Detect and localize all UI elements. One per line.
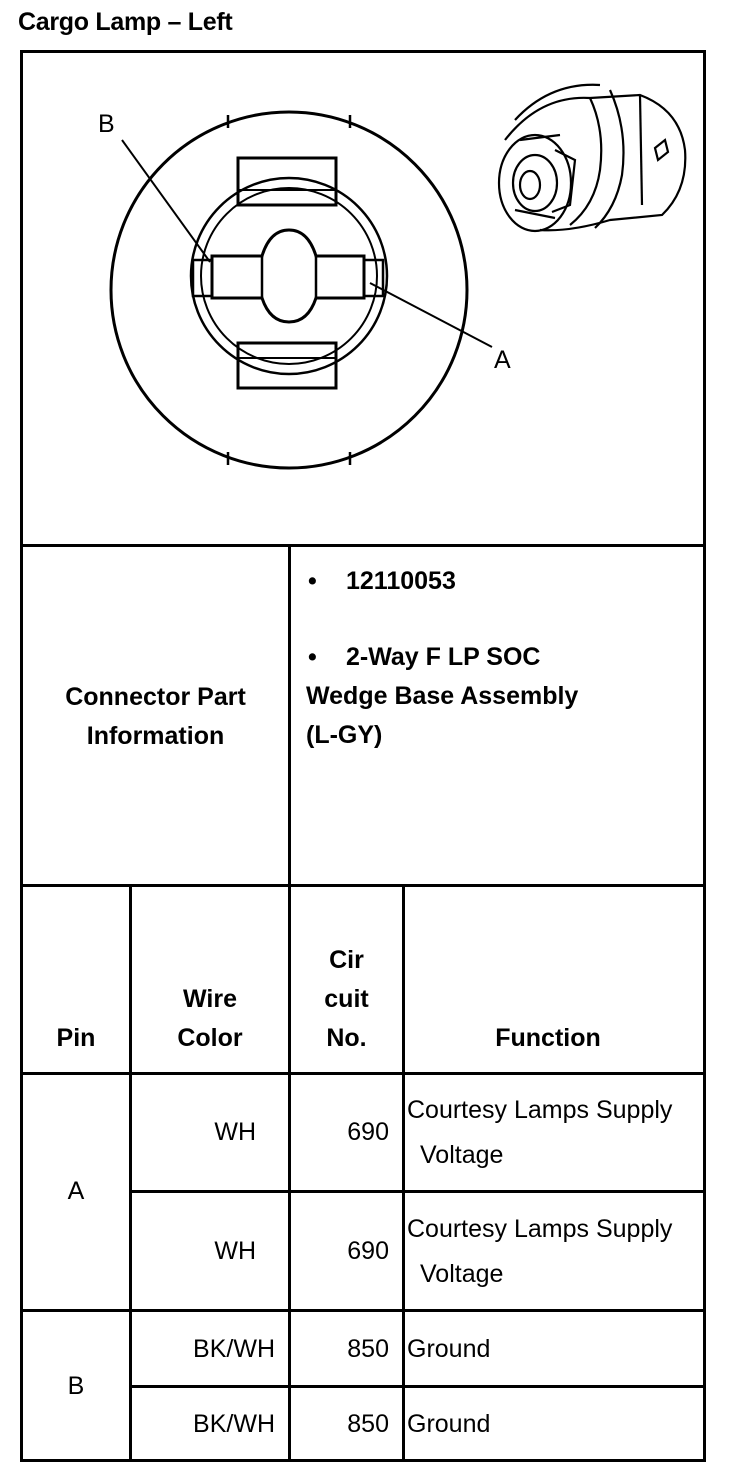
- header-circuit-no: cuit: [324, 985, 369, 1013]
- circuit-cell: 690: [347, 1237, 389, 1265]
- wire-color-cell: BK/WH: [193, 1335, 275, 1363]
- connector-face-diagram: [0, 0, 736, 560]
- connector-info-label-2: Information: [86, 722, 225, 750]
- connector-socket-ring: [201, 188, 377, 364]
- top-latch: [238, 158, 336, 205]
- bottom-latch: [238, 343, 336, 388]
- header-wire-color: Wire: [183, 985, 237, 1013]
- connector-description-2: Wedge Base Assembly: [306, 682, 579, 710]
- wire-color-cell: BK/WH: [193, 1410, 275, 1438]
- terminal-slot: [212, 230, 364, 322]
- function-cell: Ground: [407, 1410, 491, 1438]
- circuit-cell: 850: [347, 1410, 389, 1438]
- wire-color-cell: WH: [214, 1118, 256, 1146]
- circuit-cell: 850: [347, 1335, 389, 1363]
- label-b: B: [98, 110, 115, 138]
- connector-outer-ring: [111, 112, 467, 468]
- wire-color-cell: WH: [214, 1237, 256, 1265]
- pin-cell: B: [67, 1372, 85, 1400]
- connector-description-3: (L-GY): [306, 721, 383, 749]
- header-wire-color: Color: [177, 1024, 243, 1052]
- header-pin: Pin: [56, 1024, 96, 1052]
- leader-a: [370, 283, 492, 347]
- function-cell: Courtesy Lamps Supply: [407, 1096, 673, 1124]
- label-a: A: [494, 346, 511, 374]
- part-number: 12110053: [346, 567, 456, 595]
- header-circuit-no: Cir: [329, 946, 364, 974]
- connector-inner-ring: [191, 178, 387, 374]
- bullet: •: [308, 643, 317, 671]
- function-cell: Voltage: [420, 1260, 504, 1288]
- function-cell: Voltage: [420, 1141, 504, 1169]
- terminal-a: [364, 260, 383, 296]
- header-circuit-no: No.: [326, 1024, 367, 1052]
- connector-info-label-1: Connector Part: [65, 683, 246, 711]
- function-cell: Courtesy Lamps Supply: [407, 1215, 673, 1243]
- bullet: •: [308, 567, 317, 595]
- connector-3d-sketch: [499, 85, 685, 231]
- circuit-cell: 690: [347, 1118, 389, 1146]
- page-title: Cargo Lamp – Left: [18, 8, 233, 36]
- header-function: Function: [495, 1024, 601, 1052]
- function-cell: Ground: [407, 1335, 491, 1363]
- pin-cell: A: [67, 1177, 85, 1205]
- connector-description-1: 2-Way F LP SOC: [346, 643, 541, 671]
